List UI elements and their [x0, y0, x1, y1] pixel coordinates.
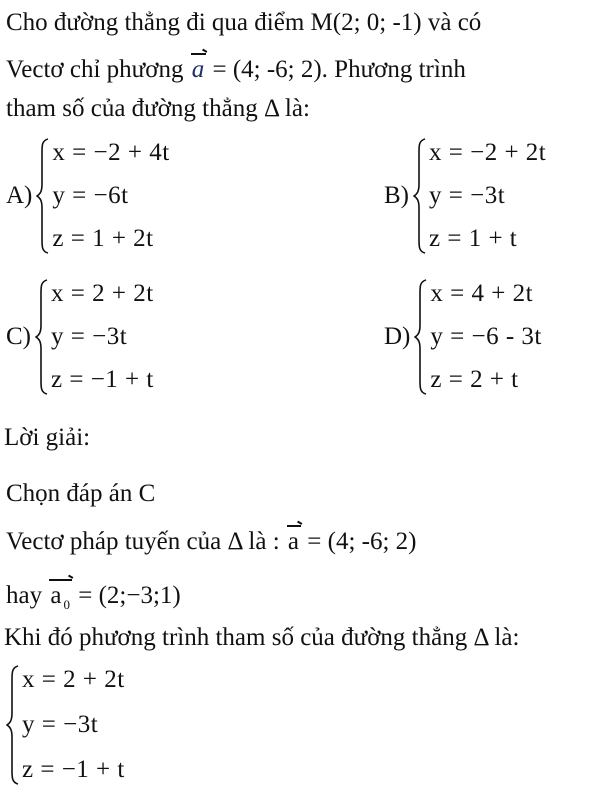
solution-choice: [6, 479, 155, 509]
solution-text: = (2;−3;1): [71, 582, 181, 609]
curly-brace-icon: [35, 279, 49, 395]
question-text: tham số của đường thẳng Δ là:: [6, 95, 310, 122]
question-line-1: [6, 8, 481, 38]
direction-vector-a: a: [191, 56, 205, 83]
solution-hay-line: [6, 581, 181, 620]
equation-y: y = −6 - 3t: [430, 323, 542, 350]
vector-a0-subscript: 0: [63, 597, 70, 612]
question-text: = (4; -6; 2). Phương trình: [206, 56, 466, 83]
option-label: C): [6, 323, 31, 350]
curly-brace-icon: [36, 138, 50, 254]
solution-conclusion: [4, 623, 519, 653]
question-line-3: [6, 94, 310, 124]
option-a: [6, 138, 170, 254]
question-text: Vectơ chỉ phương: [6, 56, 190, 83]
equation-x: x = 4 + 2t: [430, 280, 534, 307]
equation-x: x = −2 + 2t: [429, 139, 547, 166]
equation-y: y = −6t: [52, 182, 129, 209]
solution-text: Khi đó phương trình tham số của đường thẳng Δ là:: [4, 624, 520, 651]
option-label: D): [384, 323, 411, 350]
equation-y: y = −3t: [22, 711, 99, 738]
solution-normal-vector-line: [6, 527, 417, 557]
question-text: Cho đường thẳng đi qua điểm M(2; 0; -1) và có: [6, 9, 482, 36]
equation-z: z = −1 + t: [22, 756, 125, 783]
equation-x: x = −2 + 4t: [52, 139, 170, 166]
equation-z: z = 2 + t: [430, 366, 519, 393]
curly-brace-icon: [413, 138, 427, 254]
option-d: [384, 279, 542, 395]
vector-a0: [48, 581, 72, 620]
equation-x: x = 2 + 2t: [22, 666, 125, 693]
solution-text: = (4; -6; 2): [301, 528, 417, 555]
option-c: [6, 279, 154, 395]
normal-vector-a: a: [287, 528, 300, 555]
option-b: [384, 138, 546, 254]
equation-z: z = 1 + 2t: [52, 225, 154, 252]
solution-text: hay: [6, 582, 49, 609]
curly-brace-icon: [414, 279, 428, 395]
equation-x: x = 2 + 2t: [51, 280, 154, 307]
solution-text: Vectơ pháp tuyến của Δ là :: [6, 528, 286, 555]
equation-z: z = −1 + t: [51, 366, 154, 393]
solution-heading-text: Lời giải:: [4, 424, 91, 451]
equation-z: z = 1 + t: [429, 225, 518, 252]
solution-heading: [4, 423, 90, 453]
curly-brace-icon: [6, 665, 20, 785]
equation-y: y = −3t: [51, 323, 128, 350]
vector-a0-letter: a: [50, 582, 62, 609]
equation-y: y = −3t: [429, 182, 506, 209]
answer-choice-text: Chọn đáp án C: [6, 480, 156, 507]
option-label: B): [384, 182, 409, 209]
option-label: A): [6, 182, 33, 209]
final-system: [6, 665, 125, 785]
question-line-2: [6, 55, 466, 85]
